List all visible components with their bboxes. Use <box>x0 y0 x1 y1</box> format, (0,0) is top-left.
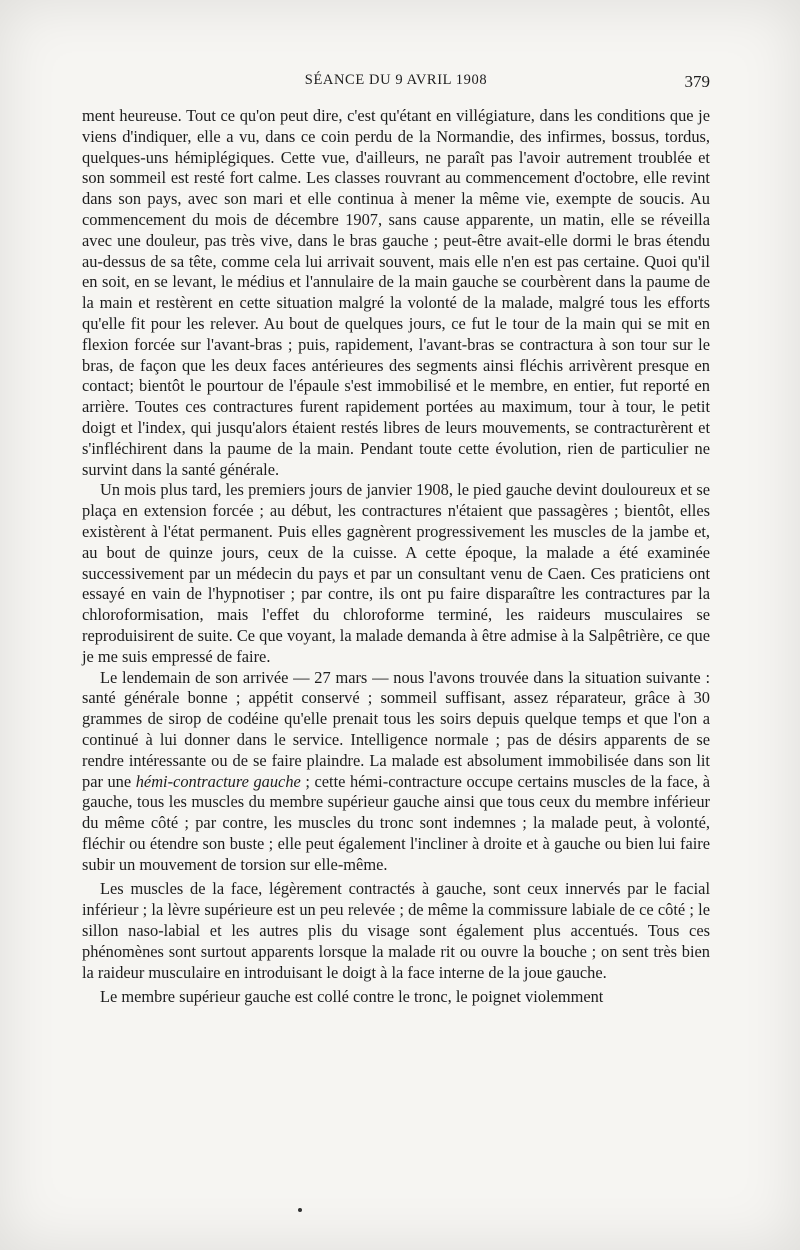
paragraph-3-text-after: ; cette hémi-contracture occupe certains muscles de la face, à gauche, tous les muscles du membre supérieur gauche ainsi que tous ceux du membre inférieur du même côté ; par contre, les muscles du tronc sont indemnes ; la malade peut, à volonté, fléchir ou étendre son buste ; elle peut également l'incliner à droite et à gauche ou bien lui faire subir un mouvement de torsion sur elle-même. <box>82 771 710 874</box>
paragraph-3 <box>82 668 710 876</box>
ink-speck <box>298 1208 302 1212</box>
paragraph-2: Un mois plus tard, les premiers jours de janvier 1908, le pied gauche devint douloureux et se plaça en extension forcée ; au début, les contractures n'étaient que passagères ; bientôt, elles existèrent à l'état permanent. Puis elles gagnèrent progressivement les muscles de la jambe et, au bout de quinze jours, ceux de la cuisse. A cette époque, la malade a été examinée successivement par un médecin du pays et par un consultant venu de Caen. Ces praticiens ont essayé en vain de l'hypnotiser ; par contre, ils ont pu faire disparaître les contractures par la chloroformisation, mais l'effet du chloroforme terminé, les raideurs musculaires se reproduisirent de suite. Ce que voyant, la malade demanda à être admise à la Salpêtrière, ce que je me suis empressé de faire. <box>82 480 710 666</box>
page-header <box>82 72 710 96</box>
paragraph-5: Le membre supérieur gauche est collé contre le tronc, le poignet violemment <box>100 987 604 1007</box>
emphasis-hemi-contracture: hémi-contracture gauche <box>135 771 301 791</box>
page-number: 379 <box>684 72 710 91</box>
running-head: SÉANCE DU 9 AVRIL 1908 <box>304 72 488 88</box>
paragraph-1: ment heureuse. Tout ce qu'on peut dire, c'est qu'étant en villégiature, dans les conditions que je viens d'indiquer, elle a vu, dans ce coin perdu de la Normandie, des infirmes, bossus, tordus, quelques-uns hémiplégiques. Cette vue, d'ailleurs, ne paraît pas l'avoir autrement troublée et son sommeil est resté fort calme. Les classes rouvrant au commencement d'octobre, elle revint dans son pays, avec son mari et elle continua à mener la même vie, exempte de soucis. Au commencement du mois de décembre 1907, sans cause apparente, un matin, elle se réveilla avec une douleur, pas très vive, dans le bras gauche ; peut-être avait-elle dormi le bras étendu au-dessus de sa tête, comme cela lui arrivait souvent, mais elle n'en est pas certaine. Quoi qu'il en soit, en se levant, le médius et l'annulaire de la main gauche se courbèrent dans la paume de la main et restèrent en cette situation malgré la volonté de la malade, malgré tous les efforts qu'elle fit pour les relever. Au bout de quelques jours, ce fut le tour de la main qui se mit en flexion forcée sur l'avant-bras ; puis, rapidement, l'avant-bras se contractura à son tour sur le bras, de façon que les deux faces antérieures des segments ainsi fléchis arrivèrent presque en contact; bientôt le pourtour de l'épaule s'est immobilisé et le membre, en entier, fut reporté en arrière. Toutes ces contractures furent rapidement portées au maximum, tour à tour, le petit doigt et l'index, qui jusqu'alors étaient restés libres de leurs mouvements, se contracturèrent et s'infléchirent dans la paume de la main. Pendant toute cette évolution, rien de particulier ne survint dans la santé générale. <box>82 106 710 479</box>
paragraph-4: Les muscles de la face, légèrement contractés à gauche, sont ceux innervés par le facial inférieur ; la lèvre supérieure est un peu relevée ; de même la commissure labiale de ce côté ; le sillon naso-labial et les autres plis du visage sont également plus accentués. Tous ces phénomènes sont surtout apparents lorsque la malade rit ou ouvre la bouche ; on sent très bien la raideur musculaire en introduisant le doigt à la face interne de la joue gauche. <box>82 879 710 982</box>
paragraph-3-text-before: Le lendemain de son arrivée — 27 mars — nous l'avons trouvée dans la situation suivante : santé générale bonne ; appétit conservé ; sommeil suffisant, assez réparateur, grâce à 30 grammes de sirop de codéine qu'elle prenait tous les soirs depuis quelque temps et que l'on a continué à lui donner dans le service. Intelligence normale ; pas de désirs apparents de se rendre intéressante ou de se faire plaindre. La malade est absolument immobilisée dans son lit par une <box>82 667 710 791</box>
body-text <box>82 106 710 1008</box>
